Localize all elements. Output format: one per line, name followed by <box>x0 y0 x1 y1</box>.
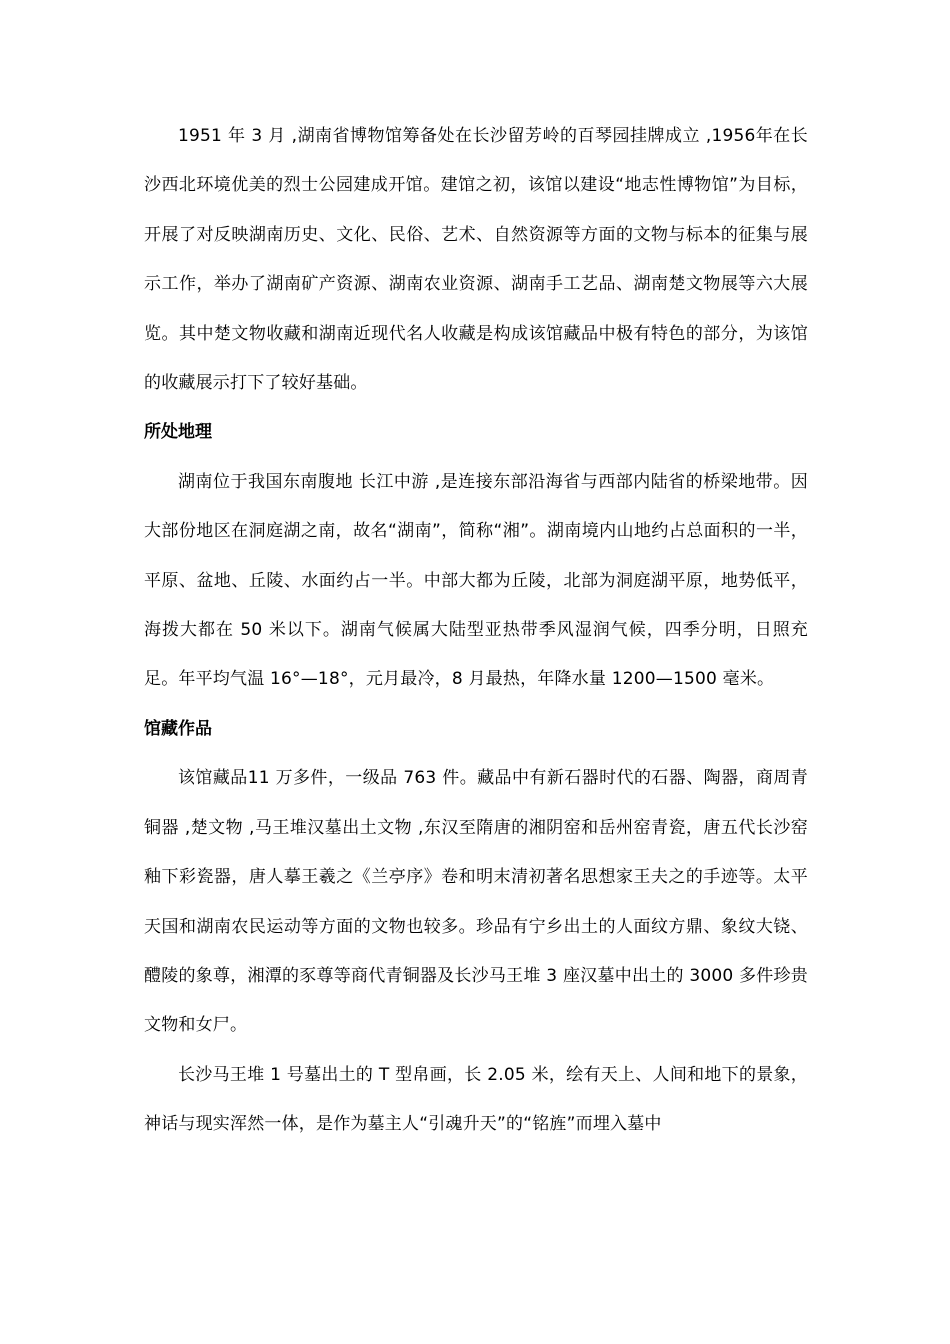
geography-paragraph: 湖南位于我国东南腹地 长江中游 ,是连接东部沿海省与西部内陆省的桥梁地带。因大部份地区在洞庭湖之南，故名“湖南”，简称“湘”。湖南境内山地约占总面积的一半，平原、盆地、丘陵、水面约占一半。中部大都为丘陵，北部为洞庭湖平原，地势低平，海拨大都在 50 米以下。湖南气候属大陆型亚热带季风湿润气候，四季分明，日照充足。年平均气温 16°—18°，元月最冷，8 月最热，年降水量 1200—1500 毫米。 <box>144 471 808 690</box>
collection-paragraph: 该馆藏品11 万多件，一级品 763 件。藏品中有新石器时代的石器、陶器，商周青铜器 ,楚文物 ,马王堆汉墓出土文物 ,东汉至隋唐的湘阴窑和岳州窑青瓷，唐五代长沙窑釉下彩瓷器，唐人摹王羲之《兰亭序》卷和明末清初著名思想家王夫之的手迹等。太平天国和湖南农民运动等方面的文物也较多。珍品有宁乡出土的人面纹方鼎、象纹大铙、醴陵的象尊，湘潭的豕尊等商代青铜器及长沙马王堆 3 座汉墓中出土的 3000 多件珍贵文物和女尸。 <box>144 768 808 1036</box>
intro-paragraph: 1951 年 3 月 ,湖南省博物馆筹备处在长沙留芳岭的百琴园挂牌成立 ,1956年在长沙西北环境优美的烈士公园建成开馆。建馆之初，该馆以建设“地志性博物馆”为目标，开展了对反映湖南历史、文化、民俗、艺术、自然资源等方面的文物与标本的征集与展示工作，举办了湖南矿产资源、湖南农业资源、湖南手工艺品、湖南楚文物展等六大展览。其中楚文物收藏和湖南近现代名人收藏是构成该馆藏品中极有特色的部分，为该馆的收藏展示打下了较好基础。 <box>144 126 808 394</box>
silk-painting-paragraph: 长沙马王堆 1 号墓出土的 T 型帛画，长 2.05 米，绘有天上、人间和地下的景象，神话与现实浑然一体，是作为墓主人“引魂升天”的“铭旌”而埋入墓中 <box>144 1064 808 1135</box>
section-heading-geography: 所处地理 <box>144 422 212 443</box>
document-body <box>144 112 808 1150</box>
section-heading-collection: 馆藏作品 <box>144 718 212 739</box>
